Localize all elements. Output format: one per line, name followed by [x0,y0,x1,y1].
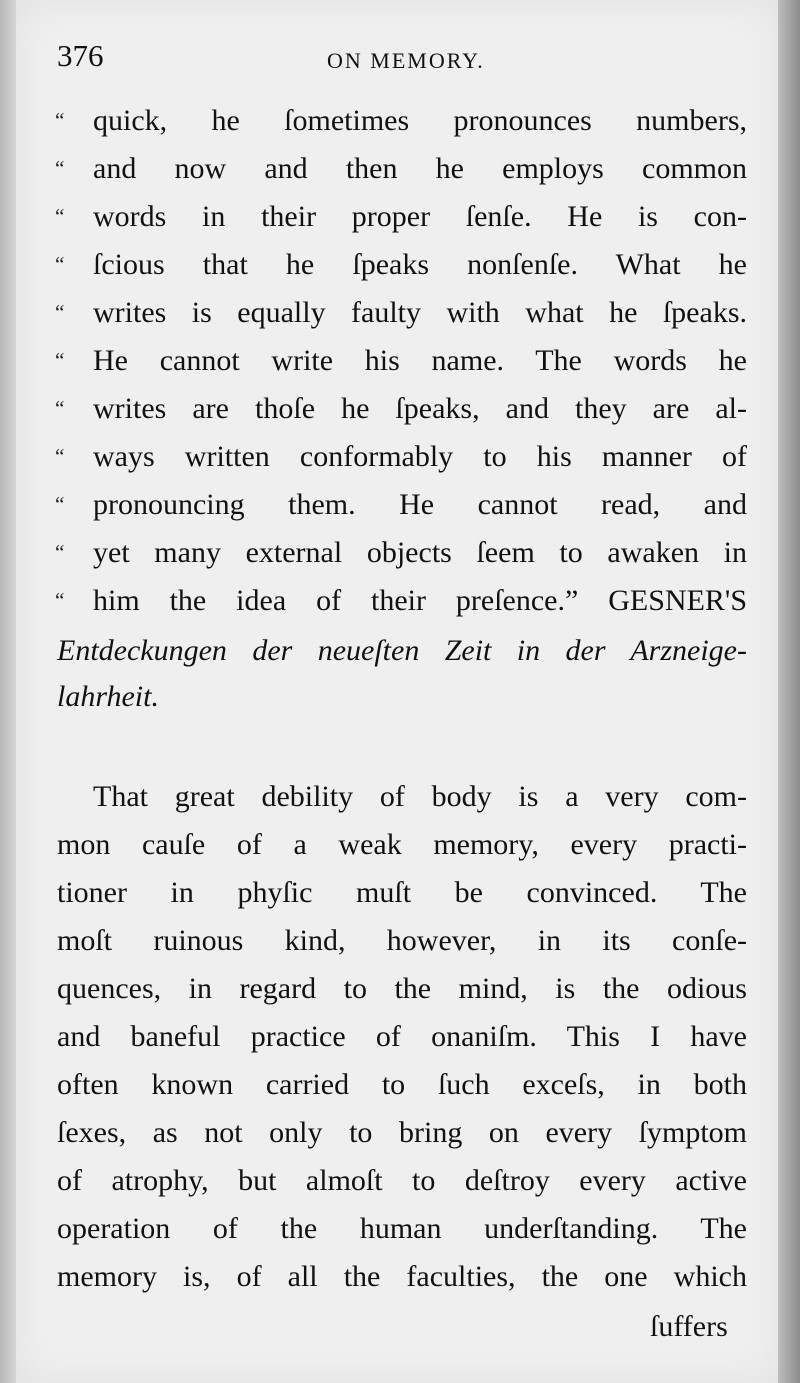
paragraph-line [0,1260,800,1308]
paragraph-line [0,1212,800,1260]
page-number: 376 [57,38,104,73]
quote-mark: “ [55,396,65,420]
quote-mark: “ [55,204,65,228]
paragraph-line [0,1020,800,1068]
quote-line-text: writes are thoſe he ſpeaks, and they are al- [93,392,747,425]
paragraph-line [0,972,800,1020]
quote-line [0,296,800,344]
quote-line [0,152,800,200]
quote-mark: “ [55,348,65,372]
quote-line-text: writes is equally faulty with what he ſpeaks. [93,296,747,329]
paragraph-line [0,924,800,972]
paragraph-line [0,1116,800,1164]
paragraph-text: and baneful practice of onaniſm. This I have [57,1020,747,1053]
quote-line-text: words in their proper ſenſe. He is con- [93,200,747,233]
quote-mark: “ [55,108,65,132]
quote-line-text: ways written conformably to his manner of [93,440,747,473]
quote-line [0,488,800,536]
paragraph-text: moſt ruinous kind, however, in its conſe- [57,924,747,957]
quote-line-text: and now and then he employs common [93,152,747,185]
quote-line [0,104,800,152]
citation-text: Entdeckungen der neueſten Zeit in der Arzneige- [57,634,747,667]
paragraph-text: often known carried to ſuch exceſs, in both [57,1068,747,1101]
catchword-line [0,1310,800,1358]
paragraph-line [0,1164,800,1212]
paragraph-line [0,1068,800,1116]
catchword: ſuffers [650,1310,728,1343]
citation-line [0,680,800,728]
paragraph-text: tioner in phyſic muſt be convinced. The [57,876,747,909]
paragraph-text: of atrophy, but almoſt to deſtroy every active [57,1164,747,1197]
quote-line-text: yet many external objects ſeem to awaken in [93,536,747,569]
paragraph-text: memory is, of all the faculties, the one which [57,1260,747,1293]
quote-mark: “ [55,300,65,324]
quote-mark: “ [55,492,65,516]
quote-line [0,200,800,248]
citation-text: lahrheit. [57,680,159,713]
paragraph-text: mon cauſe of a weak memory, every practi- [57,828,747,861]
citation-line [0,634,800,682]
running-head: ON MEMORY. [327,48,485,73]
quote-mark: “ [55,540,65,564]
quote-line [0,536,800,584]
quote-line-text: pronouncing them. He cannot read, and [93,488,747,521]
quote-line [0,248,800,296]
quote-mark: “ [55,252,65,276]
page-header [57,38,747,78]
quote-line [0,584,800,632]
quote-line [0,440,800,488]
paragraph-text: quences, in regard to the mind, is the odious [57,972,747,1005]
paragraph-line [0,876,800,924]
paragraph-line [0,828,800,876]
quote-mark: “ [55,588,65,612]
paragraph-line [0,780,800,828]
quote-line-text: him the idea of their preſence.” GESNER'S [93,584,747,617]
paragraph-text: ſexes, as not only to bring on every ſymptom [57,1116,747,1149]
quote-line-text: quick, he ſometimes pronounces numbers, [93,104,747,137]
quote-line-text: He cannot write his name. The words he [93,344,747,377]
quote-mark: “ [55,156,65,180]
quote-line [0,344,800,392]
paragraph-text: operation of the human underſtanding. The [57,1212,747,1245]
quote-mark: “ [55,444,65,468]
paragraph-text: That great debility of body is a very com- [93,780,747,813]
quote-line-text: ſcious that he ſpeaks nonſenſe. What he [93,248,747,281]
quote-line [0,392,800,440]
